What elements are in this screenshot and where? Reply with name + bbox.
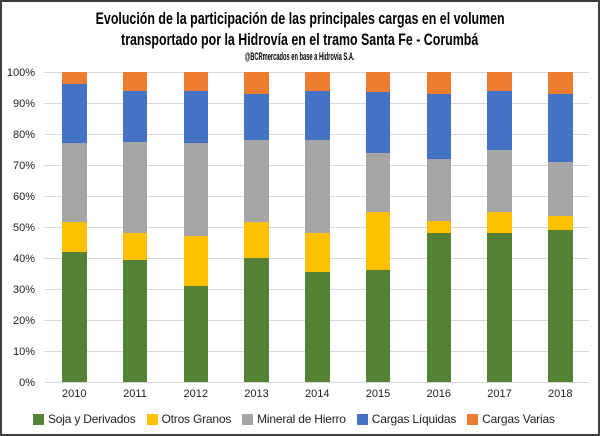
legend-label: Otros Granos [161,412,232,426]
legend-item-otros-granos [147,412,232,426]
legend-label: Cargas Líquidas [371,412,457,426]
chart-subtitle-text: @BCRmercados en base a Hidrovía S.A. [245,51,355,63]
bar-2018 [548,72,573,382]
x-axis-label-2015: 2015 [365,388,391,400]
bar-segment-cargas-líquidas [427,94,452,159]
bar-segment-mineral-de-hierro [123,142,148,233]
legend-label: Cargas Varias [482,412,555,426]
chart-title-line-1 [2,8,598,29]
bar-segment-mineral-de-hierro [366,153,391,212]
bar-2011 [123,72,148,382]
bar-2010 [62,72,87,382]
bar-2013 [244,72,269,382]
bar-segment-cargas-varias [427,72,452,94]
legend-swatch-icon [33,414,44,425]
legend-swatch-icon [467,414,478,425]
y-axis-label: 10% [12,346,35,358]
legend-item-mineral-de-hierro [242,412,346,426]
bar-segment-cargas-líquidas [548,94,573,162]
y-axis-label: 70% [12,160,35,172]
bar-segment-otros-granos [305,233,330,272]
bar-segment-cargas-líquidas [62,84,87,143]
bar-segment-mineral-de-hierro [548,162,573,216]
bar-segment-soja-y-derivados [487,233,512,382]
bar-segment-mineral-de-hierro [184,143,209,236]
bar-2016 [427,72,452,382]
y-axis-label: 50% [12,222,35,234]
legend-swatch-icon [357,414,368,425]
bar-segment-soja-y-derivados [548,230,573,382]
bar-segment-otros-granos [427,221,452,233]
bar-2015 [366,72,391,382]
bar-segment-otros-granos [548,216,573,230]
bar-segment-otros-granos [62,222,87,251]
x-axis-label-2013: 2013 [244,388,269,400]
chart-title-text-2: transportado por la Hidrovía en el tramo Santa Fe - Corumbá [121,30,479,49]
legend-swatch-icon [242,414,253,425]
x-axis-label-2011: 2011 [123,388,147,400]
chart-title-line-2 [2,29,598,50]
x-axis-label-2016: 2016 [426,388,451,400]
bar-segment-soja-y-derivados [366,270,391,382]
legend-item-cargas-varias [467,412,555,426]
chart-header [2,8,598,65]
gridline-0% [44,382,589,383]
bar-segment-mineral-de-hierro [62,143,87,222]
legend-item-soja-y-derivados [33,412,136,426]
bar-segment-cargas-líquidas [305,91,330,141]
x-axis-label-2018: 2018 [548,388,573,400]
y-axis-label: 20% [12,315,35,327]
bar-2014 [305,72,330,382]
x-axis-label-2017: 2017 [487,388,512,400]
legend-swatch-icon [147,414,158,425]
bar-segment-otros-granos [184,236,209,286]
bar-segment-cargas-varias [123,72,148,91]
legend-label: Soja y Derivados [48,412,136,426]
bar-2017 [487,72,512,382]
y-axis-label: 40% [12,253,35,265]
bar-segment-otros-granos [366,212,391,271]
bar-segment-cargas-líquidas [123,91,148,142]
bar-segment-cargas-varias [366,72,391,92]
bar-segment-mineral-de-hierro [244,140,269,222]
bar-segment-cargas-varias [548,72,573,94]
y-axis-label: 100% [6,67,35,79]
x-axis-label-2012: 2012 [183,388,208,400]
bar-segment-soja-y-derivados [305,272,330,382]
bar-segment-cargas-líquidas [366,92,391,152]
legend-item-cargas-líquidas [357,412,456,426]
bar-segment-soja-y-derivados [62,252,87,382]
bar-segment-mineral-de-hierro [427,159,452,221]
bar-segment-cargas-líquidas [184,91,209,144]
bar-segment-mineral-de-hierro [305,140,330,233]
bar-segment-otros-granos [123,233,148,259]
bar-segment-cargas-varias [62,72,87,84]
y-axis-label: 30% [12,284,35,296]
x-axis-label-2014: 2014 [305,388,330,400]
bar-segment-cargas-líquidas [487,91,512,150]
legend-label: Mineral de Hierro [257,412,346,426]
bar-segment-soja-y-derivados [123,260,148,382]
bar-segment-cargas-varias [244,72,269,94]
bar-segment-cargas-líquidas [244,94,269,141]
legend [33,410,566,428]
x-axis-label-2010: 2010 [62,388,87,400]
bar-2012 [184,72,209,382]
y-axis-label: 0% [19,377,35,389]
bar-segment-soja-y-derivados [427,233,452,382]
bar-segment-soja-y-derivados [244,258,269,382]
chart-subtitle [2,50,598,65]
bar-segment-cargas-varias [487,72,512,91]
bar-segment-otros-granos [244,222,269,258]
bar-segment-soja-y-derivados [184,286,209,382]
chart-title-text-1: Evolución de la participación de las principales cargas en el volumen [95,9,505,28]
bar-segment-otros-granos [487,212,512,234]
bar-segment-cargas-varias [305,72,330,91]
y-axis-label: 60% [12,191,35,203]
bar-segment-cargas-varias [184,72,209,91]
y-axis-label: 90% [12,98,35,110]
bar-segment-mineral-de-hierro [487,150,512,212]
y-axis-label: 80% [12,129,35,141]
